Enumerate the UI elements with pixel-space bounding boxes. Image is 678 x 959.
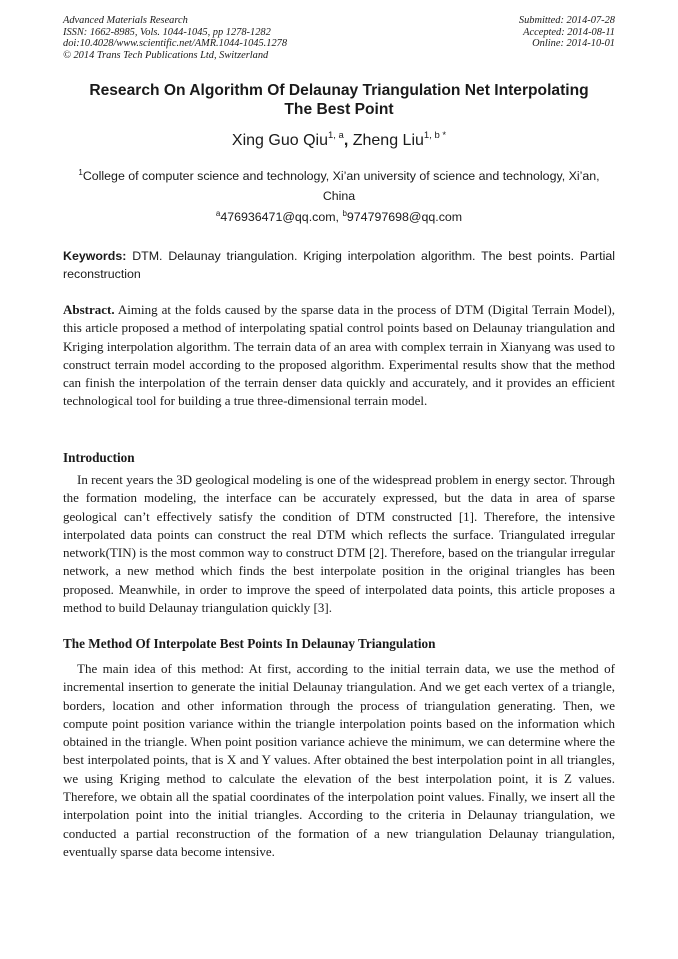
keywords-label: Keywords: <box>63 249 127 263</box>
copyright-line: © 2014 Trans Tech Publications Ltd, Switzerland <box>63 49 269 61</box>
author-separator: , <box>343 132 349 149</box>
email-mark: b <box>342 209 347 218</box>
email-address[interactable]: 974797698@qq.com <box>346 210 463 224</box>
keywords <box>63 247 615 283</box>
section-heading-introduction: Introduction <box>63 450 135 465</box>
section-heading-method: The Method Of Interpolate Best Points In Delaunay Triangulation <box>63 636 436 651</box>
journal-info <box>63 15 393 61</box>
keywords-text: DTM. Delaunay triangulation. Kriging interpolation algorithm. The best points. Partial reconstruction <box>63 249 615 281</box>
introduction-paragraph: In recent years the 3D geological modeling is one of the widespread problem in energy sector. Through the formation modeling, the interface can be accurately expressed, but the data in area of sparse geological can’t effectively satisfy the condition of DTM constructed [1]. Therefore, the intensive interpolated data points can construct the real DTM which reflects the surface. Triangulated irregular network(TIN) is the most common way to construct DTM [2]. Therefore, based on the triangular irregular network, a new method which finds the best interpolate position in the original triangles has been proposed. Meanwhile, in order to improve the speed of interpolated data points, this article proposes a method to build Delaunay triangulation quickly [3]. <box>63 472 615 616</box>
author-affiliation-mark: 1, b * <box>423 130 447 141</box>
affiliation-text: College of computer science and technology, Xi’an university of science and technology, Xi’an, China <box>82 169 600 203</box>
title-line-1: Research On Algorithm Of Delaunay Triangulation Net Interpolating <box>89 82 589 99</box>
doi-line: doi:10.4028/www.scientific.net/AMR.1044-1045.1278 <box>63 38 288 50</box>
email-mark: a <box>215 209 221 218</box>
title-line-2: The Best Point <box>284 101 394 118</box>
affiliation <box>63 166 615 206</box>
author-affiliation-mark: 1, a <box>327 130 344 141</box>
email-address[interactable]: 476936471@qq.com <box>220 210 336 224</box>
accepted-date: Accepted: 2014-08-11 <box>523 26 615 38</box>
affiliation-mark: 1 <box>78 168 83 177</box>
online-date: Online: 2014-10-01 <box>532 38 615 50</box>
email-separator: , <box>335 210 343 224</box>
abstract-text: Aiming at the folds caused by the sparse data in the process of DTM (Digital Terrain Model), this article proposed a method of interpolating spatial control points based on Delaunay triangulation and Kriging interpolation algorithm. The terrain data of an area with complex terrain in Xianyang was used to construct terrain model according to the proposed algorithm. Experimental results show that the method can finish the interpolation of the terrain denser data quickly and accurately, and it provides an efficient technological tool for building a true three-dimensional terrain model. <box>63 302 615 409</box>
journal-name: Advanced Materials Research <box>63 15 188 26</box>
abstract-label: Abstract. <box>63 302 115 317</box>
abstract <box>63 301 615 411</box>
paper-title <box>70 81 608 119</box>
issn-line: ISSN: 1662-8985, Vols. 1044-1045, pp 1278-1282 <box>63 26 271 38</box>
author-name: Zheng Liu <box>352 132 424 149</box>
method-paragraph: The main idea of this method: At first, according to the initial terrain data, we use the method of incremental insertion to generate the initial Delaunay triangulation. And we get each vertex of a triangle, borders, location and other information through the process of triangulation generating. Then, we compute point position variance within the triangle interpolation points based on the information which obtained in the triangle. When point position variance achieve the minimum, we can determine where the best interpolated points, that is X and Y values. After obtained the best interpolation point in all triangles, we using Kriging method to calculate the elevation of the best interpolation point, it is Z values. Therefore, we obtain all the spatial coordinates of the interpolation point values. Finally, we insert all the interpolation point into the initial triangles. According to the criteria in Delaunay triangulation, we conducted a partial reconstruction of the formation of a new triangulation Delaunay triangulation, eventually sparse data become intensive. <box>63 661 615 859</box>
author-list <box>63 131 615 151</box>
submitted-date: Submitted: 2014-07-28 <box>518 15 615 26</box>
submission-dates <box>385 15 615 50</box>
author-emails <box>63 208 615 226</box>
author-name: Xing Guo Qiu <box>231 132 328 149</box>
